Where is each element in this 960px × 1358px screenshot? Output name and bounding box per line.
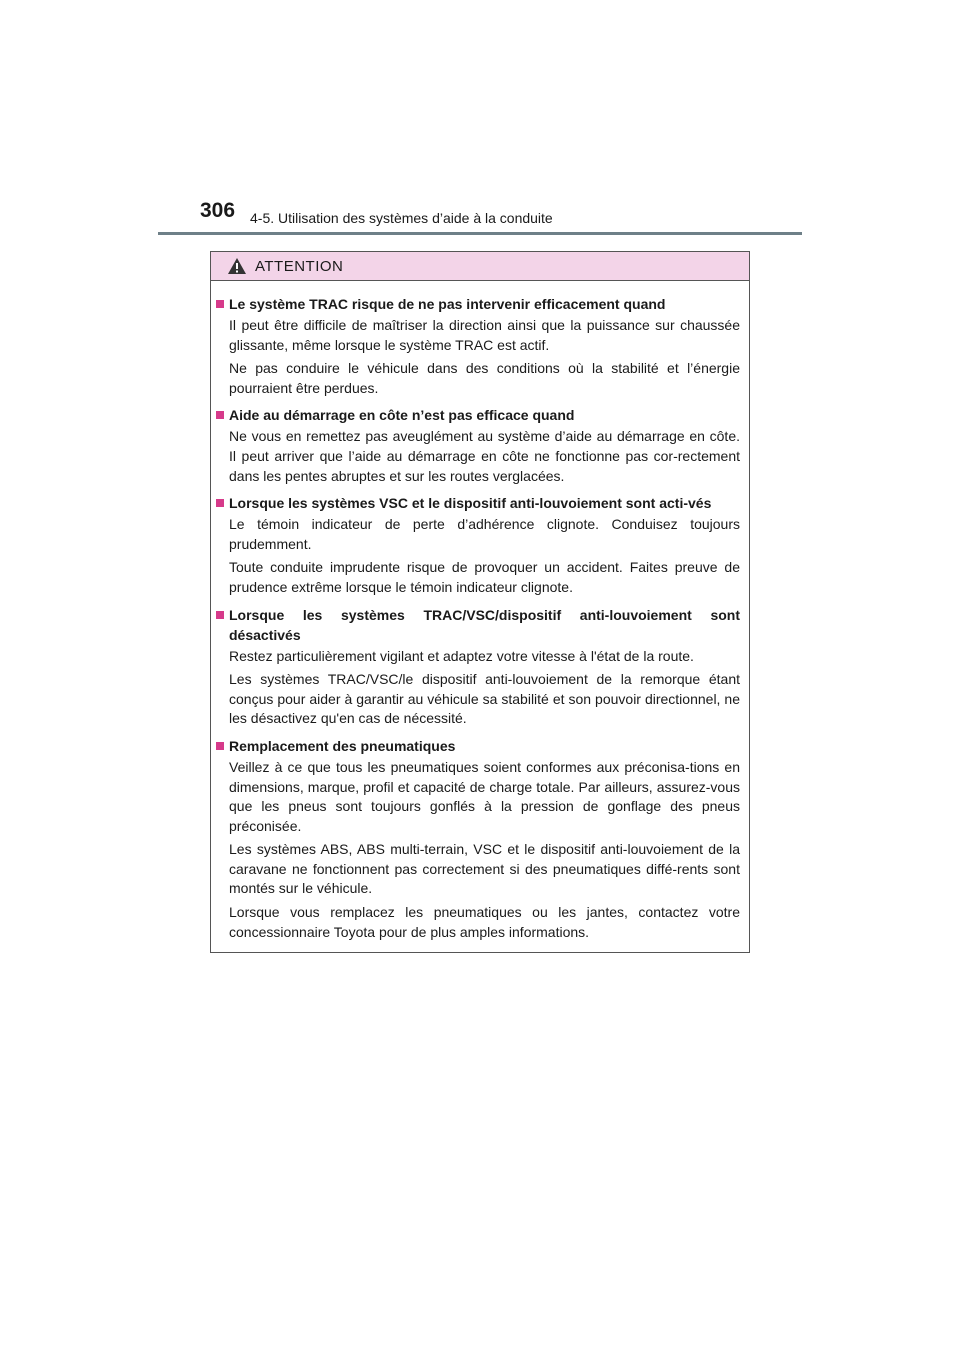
item-title: Remplacement des pneumatiques (229, 737, 456, 754)
item-paragraph: Il peut être difficile de maîtriser la direction ainsi que la puissance sur chaussée glissante, même lorsque le système TRAC est actif. (229, 317, 740, 353)
item-heading (216, 493, 740, 513)
warning-item (216, 605, 740, 729)
item-paragraph: Toute conduite imprudente risque de provoquer un accident. Faites preuve de prudence extrême lorsque le témoin indicateur clignote. (229, 559, 740, 595)
warning-item (216, 736, 740, 942)
item-title: Lorsque les systèmes TRAC/VSC/dispositif anti-louvoiement sont désactivés (229, 606, 740, 643)
warning-header (211, 252, 749, 281)
item-title: Lorsque les systèmes VSC et le dispositif anti-louvoiement sont acti-vés (229, 495, 712, 512)
page-header (0, 0, 960, 240)
item-paragraph: Ne pas conduire le véhicule dans des conditions où la stabilité et l’énergie pourraient être perdues. (229, 360, 740, 396)
item-title: Aide au démarrage en côte n’est pas efficace quand (229, 407, 575, 424)
square-bullet-icon (216, 742, 224, 750)
item-heading (216, 405, 740, 425)
item-paragraph: Les systèmes ABS, ABS multi-terrain, VSC et le dispositif anti-louvoiement de la caravane ne fonctionnent pas correctement si des pneumatiques diffé-rents sont montés sur le véhicule. (229, 841, 740, 897)
item-paragraph: Ne vous en remettez pas aveuglément au système d’aide au démarrage en côte. Il peut arriver que l’aide au démarrage en côte ne fonctionne pas cor-rectement dans les pentes abruptes et sur les routes verglacées. (229, 428, 740, 484)
item-paragraph: Les systèmes TRAC/VSC/le dispositif anti-louvoiement de la remorque étant conçus pour aider à garantir au véhicule sa stabilité et son pouvoir directionnel, ne les désactivez qu'en cas de nécessité. (229, 671, 740, 727)
item-heading (216, 736, 740, 756)
warning-body (211, 281, 749, 942)
item-paragraph: Restez particulièrement vigilant et adaptez votre vitesse à l'état de la route. (229, 647, 694, 664)
page-number: 306 (200, 199, 236, 222)
item-paragraph: Lorsque vous remplacez les pneumatiques ou les jantes, contactez votre concessionnaire Toyota pour de plus amples informations. (229, 904, 740, 940)
warning-item (216, 493, 740, 597)
item-paragraph: Le témoin indicateur de perte d’adhérence clignote. Conduisez toujours prudemment. (229, 516, 740, 552)
warning-title: ATTENTION (255, 257, 344, 275)
header-rule (158, 232, 802, 235)
warning-box (210, 251, 750, 953)
item-heading (216, 294, 740, 314)
warning-item (216, 294, 740, 398)
section-title: 4-5. Utilisation des systèmes d’aide à la conduite (250, 210, 553, 226)
square-bullet-icon (216, 411, 224, 419)
square-bullet-icon (216, 300, 224, 308)
square-bullet-icon (216, 499, 224, 507)
square-bullet-icon (216, 611, 224, 619)
item-title: Le système TRAC risque de ne pas intervenir efficacement quand (229, 296, 666, 312)
warning-triangle-icon (227, 257, 247, 275)
item-paragraph: Veillez à ce que tous les pneumatiques soient conformes aux préconisa-tions en dimensions, marque, profil et capacité de charge totale. Par ailleurs, assurez-vous que les pneus sont toujours gonflés à la pression de gonflage des pneus préconisée. (229, 758, 740, 834)
warning-item (216, 405, 740, 486)
item-heading (216, 605, 740, 645)
